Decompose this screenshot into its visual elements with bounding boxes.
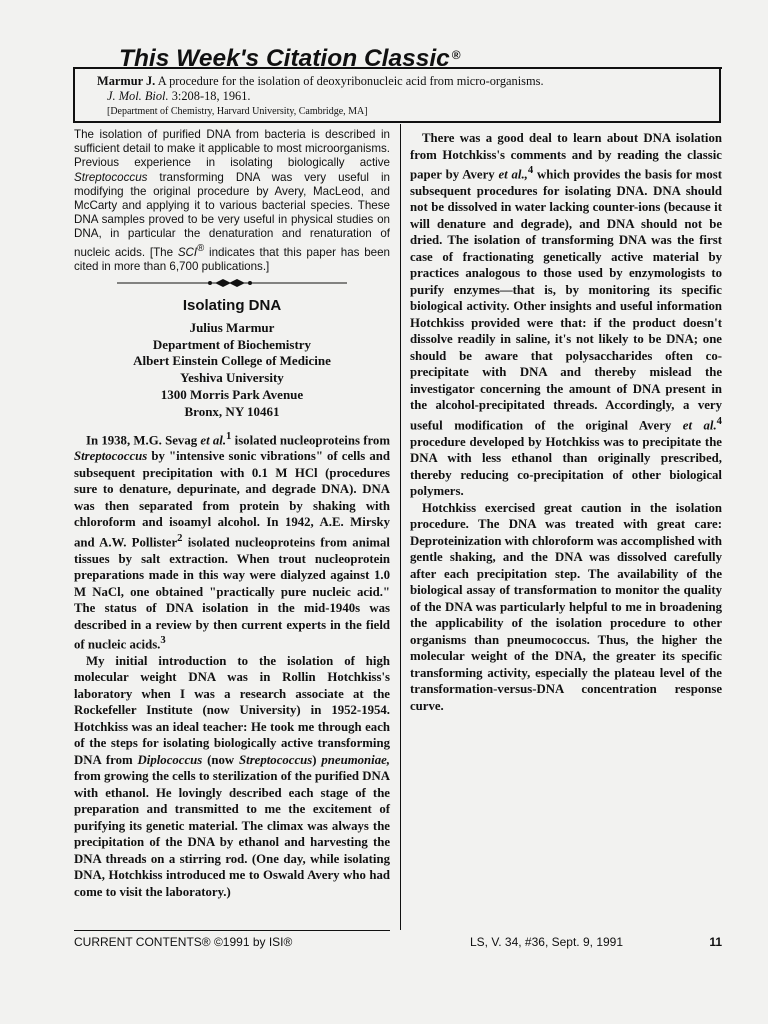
citation-line-1 <box>97 74 719 89</box>
divider-ornament <box>117 277 347 289</box>
author-street: 1300 Morris Park Avenue <box>160 387 304 403</box>
author-department: Department of Biochemistry <box>152 336 312 352</box>
page-title: This Week's Citation Classic ® <box>117 44 609 74</box>
citation-volume: 3:208-18, 1961. <box>171 89 251 103</box>
left-column <box>74 128 390 900</box>
citation-line-2 <box>97 89 719 104</box>
citation-journal: J. Mol. Biol. <box>107 89 169 103</box>
right-column <box>410 130 722 714</box>
author-name: Julius Marmur <box>189 319 275 335</box>
body-paragraph-4: Hotchkiss exercised great caution in the isolation procedure. The DNA was treated with great care: Deproteinization with chloroform was accomplished with gentle shaking, and the DNA was dissolved carefully after each precipitation step. The availability of the biological assay of transformation to monitor the quality of the DNA was particularly helpful to me in broadening the applicability of the isolation procedure to other organisms than pneumococcus. Thus, the higher the molecular weight of the DNA, the greater its specific transforming activity, especially the plateau level of the transformation-versus-DNA concentration response curve. <box>410 500 722 713</box>
citation-affiliation: [Department of Chemistry, Harvard University, Cambridge, MA] <box>107 106 368 117</box>
footer-copyright: CURRENT CONTENTS® ©1991 by ISI® <box>74 935 293 949</box>
citation-author: Marmur J. <box>97 74 156 88</box>
body-paragraph-1: In 1938, M.G. Sevag et al.$^1$ isolated nucleoproteins from Streptococcus by "intensive sonic vibrations" of cells and subsequent precipitation with 0.1 M HCl (procedures sure to denature, depurinate, and degrade DNA). DNA was then separated from protein by shaking with chloroform and isoamyl alcohol. In 1942, A.E. Mirsky and A.W. Pollister$^2$ isolated nucleoproteins from animal tissues by salt extraction. When trout nucleoprotein preparations made in this way were dialyzed against 1.0 M NaCl, one obtained "practically pure nucleic acid." The status of DNA isolation in the mid-1940s was described in a review by then current experts in the field of nucleic acids.$^3$ <box>74 430 390 652</box>
body-paragraph-3: There was a good deal to learn about DNA isolation from Hotchkiss's comments and by reading the classic paper by Avery et al.,$^4$ which provides the basis for most subsequent procedures for isolating DNA. DNA should not be dissolved in water lacking counter-ions (because it will denature and degrade), and DNA should not be dried. The isolation of transforming DNA was the first case of fractionating genetically active material by practices analogous to those used by enzymologists to purify enzymes—that is, by monitoring its specific biological activity. Other insights and useful information Hotchkiss provided were that: if the product doesn't dissolve readily in saline, it's not likely to be DNA; one should be aware that polysaccharides often co-precipitate with DNA and thereby mislead the investigator concerning the amount of DNA present in the alcohol-precipitated threads. Accordingly, a very useful modification of the original Avery et al.$^4$ procedure developed by Hotchkiss was to precipitate the DNA with less ethanol than originally prescribed, thereby reducing co-precipitation of other biological polymers. <box>410 131 722 499</box>
author-city: Bronx, NY 10461 <box>184 403 280 419</box>
citation-box <box>73 67 721 123</box>
registered-mark: ® <box>451 48 461 62</box>
column-divider <box>400 124 401 930</box>
author-college: Albert Einstein College of Medicine <box>133 353 331 369</box>
footer-rule <box>74 930 390 931</box>
author-university: Yeshiva University <box>180 370 284 386</box>
page-number: 11 <box>709 935 722 949</box>
section-title: Isolating DNA <box>182 296 282 314</box>
abstract: The isolation of purified DNA from bacteria is described in sufficient detail to make it applicable to most microorganisms. Previous experience in isolating biologically active Streptococcus transforming DNA was very useful in modifying the original procedure by Avery, MacLeod, and McCarty and applying it to various bacterial species. These DNA samples proved to be very useful in physical studies on DNA, in particular the denaturation and renaturation of nucleic acids. [The SCI® indicates that this paper has been cited in more than 6,700 publications.] <box>74 128 390 273</box>
citation-title: A procedure for the isolation of deoxyribonucleic acid from micro-organisms. <box>157 74 544 88</box>
footer-issue: LS, V. 34, #36, Sept. 9, 1991 <box>470 935 624 949</box>
footer <box>74 934 722 950</box>
author-block <box>74 320 390 421</box>
body-paragraph-2: My initial introduction to the isolation of high molecular weight DNA was in Rollin Hotchkiss's laboratory when I was a research associate at the Rockefeller Institute (now University) in 1952-1954. Hotchkiss was an ideal teacher: He took me through each of the steps for isolating biologically active transforming DNA from Diplococcus (now Streptococcus) pneumoniae, from growing the cells to sterilization of the purified DNA with ethanol. He lovingly described each stage of the preparation and transmitted to me the excitement of purifying its genetic material. The climax was always the precipitation of the DNA by ethanol and harvesting the DNA threads on a stirring rod. (One day, while isolating DNA, Hotchkiss introduced me to Oswald Avery who had come to visit the laboratory.) <box>74 653 391 899</box>
